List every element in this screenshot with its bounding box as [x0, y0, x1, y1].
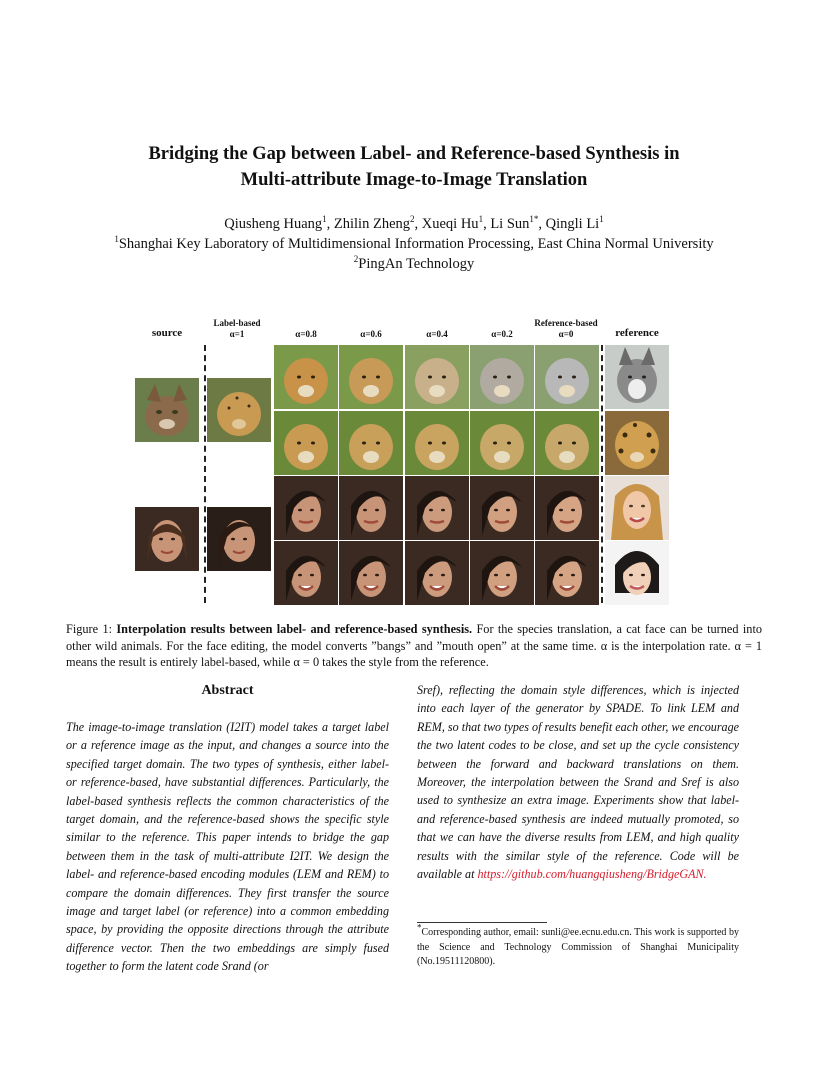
header-alpha-0-4: α=0.4 — [426, 329, 448, 339]
interpolation-image — [339, 476, 403, 540]
interpolation-image — [339, 541, 403, 605]
interpolation-image — [405, 345, 469, 409]
interpolation-image — [535, 345, 599, 409]
affiliation-text: Shanghai Key Laboratory of Multidimensional Information Processing, East China Normal University — [118, 236, 714, 252]
reference-asian-woman-image — [605, 541, 669, 605]
label-based-woman-image — [207, 507, 271, 571]
interpolation-image — [339, 411, 403, 475]
header-alpha-0-6: α=0.6 — [360, 329, 382, 339]
header-reference-based-line1: Reference-based — [534, 318, 598, 328]
affiliation-text: PingAn Technology — [358, 256, 475, 272]
reference-leopard-image — [605, 411, 669, 475]
affiliation-sup: 2 — [353, 254, 359, 265]
header-label-based-line1: Label-based — [213, 318, 261, 328]
reference-blonde-woman-image — [605, 476, 669, 540]
interpolation-image — [470, 345, 534, 409]
author-sup: 1 — [322, 214, 327, 225]
abstract-heading: Abstract — [201, 683, 254, 698]
interpolation-image — [274, 476, 338, 540]
affiliation-sup: 1 — [114, 234, 119, 245]
header-reference-based-line2: α=0 — [558, 329, 574, 339]
interpolation-image — [535, 541, 599, 605]
code-link[interactable]: https://github.com/huangqiusheng/BridgeGAN. — [477, 867, 707, 882]
separator-label — [204, 345, 206, 603]
header-reference-based — [526, 318, 606, 340]
title-line-2: Multi-attribute Image-to-Image Translation — [240, 170, 588, 190]
author-sup: 1* — [529, 214, 539, 225]
interpolation-image — [405, 541, 469, 605]
author-name: Qingli Li — [545, 216, 600, 232]
reference-wolf-image — [605, 345, 669, 409]
header-reference: reference — [615, 327, 659, 339]
interpolation-image — [470, 411, 534, 475]
author-block — [40, 214, 788, 274]
footnote — [417, 922, 739, 970]
caption-label: Figure 1: — [66, 622, 113, 636]
interpolation-image — [470, 476, 534, 540]
caption-bold: Interpolation results between label- and reference-based synthesis. — [116, 622, 473, 636]
author-name: Xueqi Hu — [421, 216, 479, 232]
author-name: Zhilin Zheng — [333, 216, 411, 232]
interpolation-image — [274, 411, 338, 475]
interpolation-image — [405, 476, 469, 540]
interpolation-image — [535, 411, 599, 475]
title-line-1: Bridging the Gap between Label- and Reference-based Synthesis in — [148, 144, 680, 164]
header-source: source — [151, 327, 183, 339]
caption-text: For the species translation, a cat face can be turned into other wild animals. For the face editing, the model converts ”bangs” and ”mouth open” at the same time. α is the interpolation rate. α = 1 means the result is entirely label-based, while α = 0 takes the style from the reference. — [66, 622, 763, 669]
abstract-column-1: The image-to-image translation (I2IT) model takes a target label or a reference image as the input, and changes a source into the specified target domain. The two types of synthesis, either label- or reference-based, have substantial differences. Particularly, the label-based synthesis reflects the common characteristics of the target domain, and the reference-based shows the specific style similar to the reference. This paper intends to bridge the gap between them in the task of multi-attribute I2IT. We design the label- and reference-based encoding modules (LEM and REM) to compare the domain differences. They first transfer the source image and target label (or reference) into a common embedding space, by providing the opposite directions through the attribute difference vector. Then the two embeddings are simply fused together to form the latent code Srand (or — [66, 720, 389, 974]
interpolation-image — [535, 476, 599, 540]
header-alpha-0-8: α=0.8 — [295, 329, 317, 339]
source-woman-image — [135, 507, 199, 571]
source-cat-image — [135, 378, 199, 442]
label-based-cheetah-image — [207, 378, 271, 442]
affiliation-1 — [40, 234, 788, 254]
header-label-based — [200, 318, 274, 340]
author-sup: 1 — [478, 214, 484, 225]
footnote-marker: * — [417, 922, 422, 933]
separator-reference — [601, 345, 603, 603]
header-alpha-0-2: α=0.2 — [491, 329, 513, 339]
author-name: Li Sun — [490, 216, 530, 232]
footnote-text: Corresponding author, email: sunli@ee.ecnu.edu.cn. This work is supported by the Science and Technology Commission of Shanghai Municipality (No.19511120800). — [417, 927, 739, 967]
interpolation-image — [339, 345, 403, 409]
figure-caption — [66, 621, 762, 671]
header-label-based-line2: α=1 — [229, 329, 245, 339]
abstract-column-2 — [417, 681, 739, 883]
author-sup: 1 — [599, 214, 604, 225]
paper-title — [60, 141, 768, 193]
author-name: Qiusheng Huang — [224, 216, 323, 232]
affiliation-2 — [40, 254, 788, 274]
author-list: Qiusheng Huang$^1$, Zhilin Zheng$^2$, Xueqi Hu$^1$, Li Sun$^{1*}$, Qingli Li$^1$ — [224, 214, 604, 232]
interpolation-image — [405, 411, 469, 475]
interpolation-image — [274, 541, 338, 605]
author-sup: 2 — [410, 214, 415, 225]
footnote-rule — [417, 922, 547, 923]
interpolation-image — [470, 541, 534, 605]
abstract-column-2-text: Sref), reflecting the domain style differences, which is injected into each layer of the generator by SPADE. To link LEM and REM, so that two types of results benefit each other, we encourage the two latent codes to be close, and set up the cycle consistency between the forward and backward translations on them. Moreover, the interpolation between the Srand and Sref is also used to synthesize an extra image. Experiments show that label- and reference-based synthesis are indeed mutually promoted, so that we can have the diverse results from LEM, and high quality results with the similar style of the reference. Code will be available at — [417, 683, 739, 882]
interpolation-image — [274, 345, 338, 409]
